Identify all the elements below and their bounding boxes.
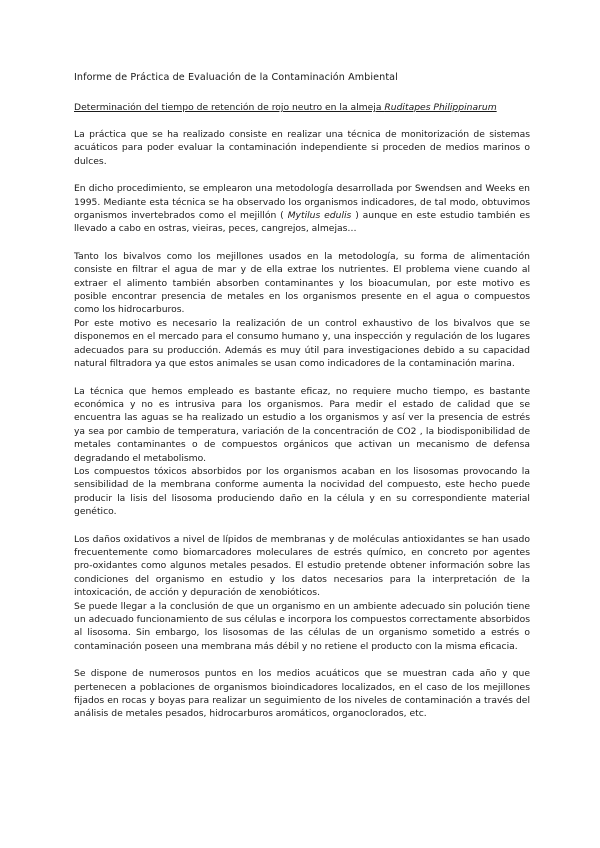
paragraph-bivalves: Tanto los bivalvos como los mejillones usados en la metodología, su forma de alimentación consiste en filtrar el agua de mar y de ella extrae los nutrientes. El problema viene cuando al extraer el alimento también absorben contaminantes y los bioacumulan, por este motivo es posible encontrar presencia de metales en los organismos presente en el agua o compuestos como los hidrocarburos. [74, 250, 530, 316]
document-page [74, 71, 530, 721]
paragraph-intro: La práctica que se ha realizado consiste en realizar una técnica de monitorización de sistemas acuáticos para poder evaluar la contaminación independiente si proceden de medios marinos o dulces. [74, 129, 530, 167]
subtitle-species: Ruditapes Philippinarum [384, 102, 497, 113]
subtitle-text: Determinación del tiempo de retención de rojo neutro en la almeja [74, 102, 385, 113]
paragraph-control: Por este motivo es necesario la realización de un control exhaustivo de los bivalvos que se disponemos en el mercado para el consumo humano y, una inspección y regulación de los lugares adecuados para su producción. Además es muy útil para investigaciones debido a su capacidad natural filtradora ya que estos animales se usan como indicadores de la contaminación marina. [74, 317, 530, 370]
paragraph-monitoring-points: Se dispone de numerosos puntos en los medios acuáticos que se muestran cada año y que pertenecen a poblaciones de organismos bioindicadores localizados, en el caso de los mejillones fijados en rocas y boyas para realizar un seguimiento de los niveles de contaminación a través del análisis de metales pesados, hidrocarburos aromáticos, organoclorados, etc. [74, 668, 530, 720]
document-title: Informe de Práctica de Evaluación de la Contaminación Ambiental [74, 72, 398, 83]
procedure-text-start: En dicho procedimiento, se emplearon una metodología desarrollada por Swendsen and Weeks en 1995. Mediante esta técnica se ha observado los organismos indicadores, de tal modo, obtuvimos organismos invertebrados como el mejillón ( [74, 183, 530, 222]
paragraph-procedure [74, 182, 530, 236]
paragraph-conclusion: Se puede llegar a la conclusión de que un organismo en un ambiente adecuado sin polución tiene un adecuado funcionamiento de sus células e incorpora los compuestos correctamente absorbidos al lisosoma. Sin embargo, los lisosomas de las células de un organismo sometido a estrés o contaminación poseen una membrana más débil y no retiene el producto con la misma eficacia. [74, 600, 530, 652]
document-subtitle [74, 101, 530, 114]
paragraph-toxic-compounds: Los compuestos tóxicos absorbidos por los organismos acaban en los lisosomas provocando la sensibilidad de la membrana conforme aumenta la nocividad del compuesto, este hecho puede producir la lisis del lisosoma produciendo daño en la célula y en su correspondiente material genético. [74, 465, 530, 518]
species-mytilus: Mytilus edulis [287, 210, 352, 222]
paragraph-oxidative: Los daños oxidativos a nivel de lípidos de membranas y de moléculas antioxidantes se han usado frecuentemente como biomarcadores moleculares de estrés químico, en concreto por agentes pro-oxidantes como algunos metales pesados. El estudio pretende obtener información sobre las condiciones del organismo en estudio y los datos necesarios para la interpretación de la intoxicación, de acción y depuración de xenobióticos. [74, 533, 530, 599]
procedure-text-end: ) aunque en este estudio también es llevado a cabo en ostras, vieiras, peces, cangrejos, almejas… [74, 210, 530, 235]
paragraph-technique: La técnica que hemos empleado es bastante eficaz, no requiere mucho tiempo, es bastante económica y no es intrusiva para los organismos. Para medir el estado de calidad que se encuentra las aguas se ha realizado un estudio a los organismos y así ver la presencia de estrés ya sea por cambio de temperatura, variación de la concentración de CO2 , la biodisponibilidad de metales contaminantes o de compuestos orgánicos que activan un mecanismo de defensa degradando el metabolismo. [74, 385, 530, 464]
